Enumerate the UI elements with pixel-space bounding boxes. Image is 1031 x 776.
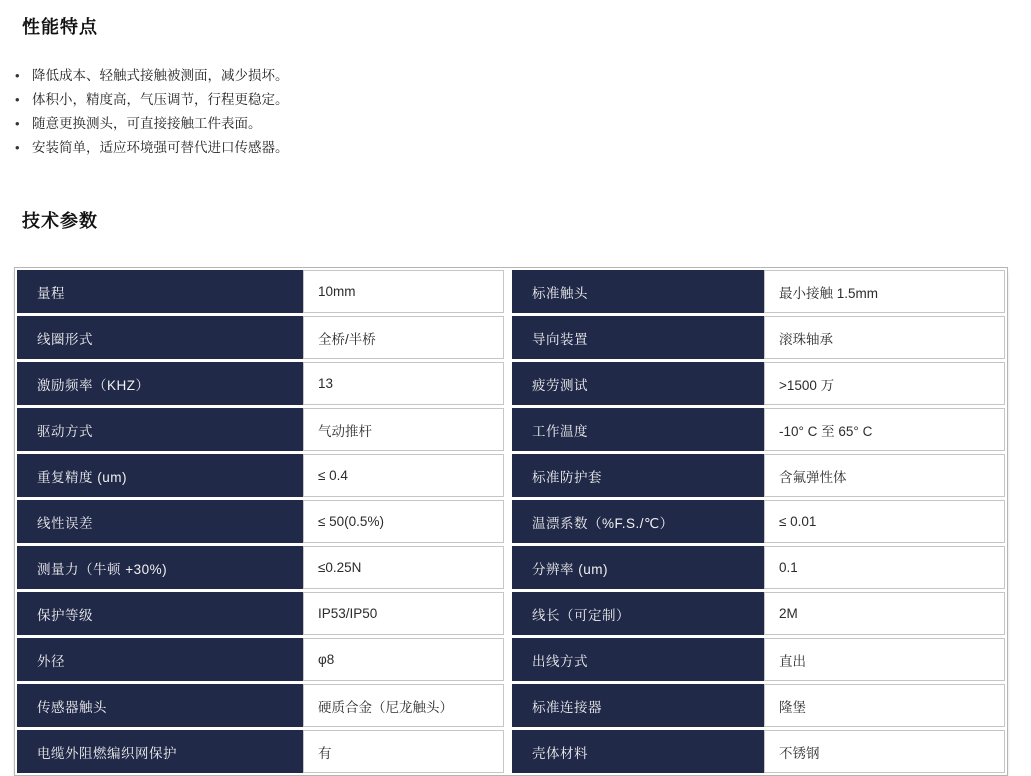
spec-label: 温漂系数（%F.S./℃）	[512, 500, 764, 543]
spec-value: 2M	[764, 592, 1005, 635]
spec-label: 测量力（牛顿 +30%)	[17, 546, 303, 589]
spec-row	[512, 362, 1005, 405]
spec-row	[17, 500, 504, 543]
spec-row	[17, 454, 504, 497]
spec-label: 标准防护套	[512, 454, 764, 497]
spec-row	[512, 730, 1005, 773]
spec-row	[17, 730, 504, 773]
specs-section-title: 技术参数	[22, 211, 98, 231]
spec-value: ≤ 0.01	[764, 500, 1005, 543]
spec-value: 硬质合金（尼龙触头）	[303, 684, 504, 727]
spec-row	[512, 500, 1005, 543]
spec-value: 10mm	[303, 270, 504, 313]
spec-label: 电缆外阻燃编织网保护	[17, 730, 303, 773]
bullet-icon: •	[15, 92, 20, 107]
spec-label: 驱动方式	[17, 408, 303, 451]
spec-value: 含氟弹性体	[764, 454, 1005, 497]
feature-item	[0, 136, 1031, 160]
spec-label: 导向装置	[512, 316, 764, 359]
spec-label: 标准触头	[512, 270, 764, 313]
spec-row	[512, 270, 1005, 313]
spec-row	[17, 270, 504, 313]
spec-label: 出线方式	[512, 638, 764, 681]
spec-value: IP53/IP50	[303, 592, 504, 635]
spec-value: 不锈钢	[764, 730, 1005, 773]
spec-label: 线长（可定制）	[512, 592, 764, 635]
bullet-icon: •	[15, 68, 20, 83]
spec-label: 传感器触头	[17, 684, 303, 727]
spec-label: 外径	[17, 638, 303, 681]
feature-text: 安装简单，适应环境强可替代进口传感器。	[32, 140, 289, 155]
bullet-icon: •	[15, 116, 20, 131]
spec-row	[17, 638, 504, 681]
spec-row	[512, 408, 1005, 451]
spec-label: 线圈形式	[17, 316, 303, 359]
spec-value: ≤ 50(0.5%)	[303, 500, 504, 543]
feature-item	[0, 112, 1031, 136]
spec-label: 线性误差	[17, 500, 303, 543]
spec-label: 标准连接器	[512, 684, 764, 727]
bullet-icon: •	[15, 140, 20, 155]
feature-item	[0, 64, 1031, 88]
spec-table	[14, 267, 1008, 776]
spec-row	[17, 592, 504, 635]
spec-row	[512, 684, 1005, 727]
spec-row	[512, 592, 1005, 635]
spec-row	[17, 316, 504, 359]
spec-label: 疲劳测试	[512, 362, 764, 405]
spec-row	[512, 546, 1005, 589]
spec-value: 最小接触 1.5mm	[764, 270, 1005, 313]
spec-row	[17, 408, 504, 451]
spec-label: 分辨率 (um)	[512, 546, 764, 589]
feature-text: 体积小，精度高，气压调节，行程更稳定。	[32, 92, 289, 107]
spec-value: 0.1	[764, 546, 1005, 589]
spec-value: 有	[303, 730, 504, 773]
spec-value: ≤0.25N	[303, 546, 504, 589]
spec-value: 气动推杆	[303, 408, 504, 451]
spec-label: 壳体材料	[512, 730, 764, 773]
spec-row	[17, 362, 504, 405]
spec-value: 全桥/半桥	[303, 316, 504, 359]
spec-label: 量程	[17, 270, 303, 313]
spec-value: 滚珠轴承	[764, 316, 1005, 359]
spec-row	[512, 638, 1005, 681]
spec-value: >1500 万	[764, 362, 1005, 405]
spec-table-left-half	[17, 270, 504, 773]
feature-item	[0, 88, 1031, 112]
spec-value: φ8	[303, 638, 504, 681]
spec-table-right-half	[512, 270, 1005, 773]
spec-value: 隆堡	[764, 684, 1005, 727]
spec-value: -10° C 至 65° C	[764, 408, 1005, 451]
spec-row	[512, 454, 1005, 497]
spec-row	[512, 316, 1005, 359]
spec-row	[17, 684, 504, 727]
spec-label: 保护等级	[17, 592, 303, 635]
feature-text: 降低成本、轻触式接触被测面，减少损坏。	[32, 68, 289, 83]
feature-text: 随意更换测头，可直接接触工件表面。	[32, 116, 262, 131]
spec-value: 直出	[764, 638, 1005, 681]
features-section-title: 性能特点	[22, 17, 98, 37]
spec-label: 重复精度 (um)	[17, 454, 303, 497]
features-list	[0, 64, 1031, 160]
spec-value: 13	[303, 362, 504, 405]
spec-row	[17, 546, 504, 589]
spec-label: 激励频率（KHZ）	[17, 362, 303, 405]
spec-label: 工作温度	[512, 408, 764, 451]
spec-value: ≤ 0.4	[303, 454, 504, 497]
